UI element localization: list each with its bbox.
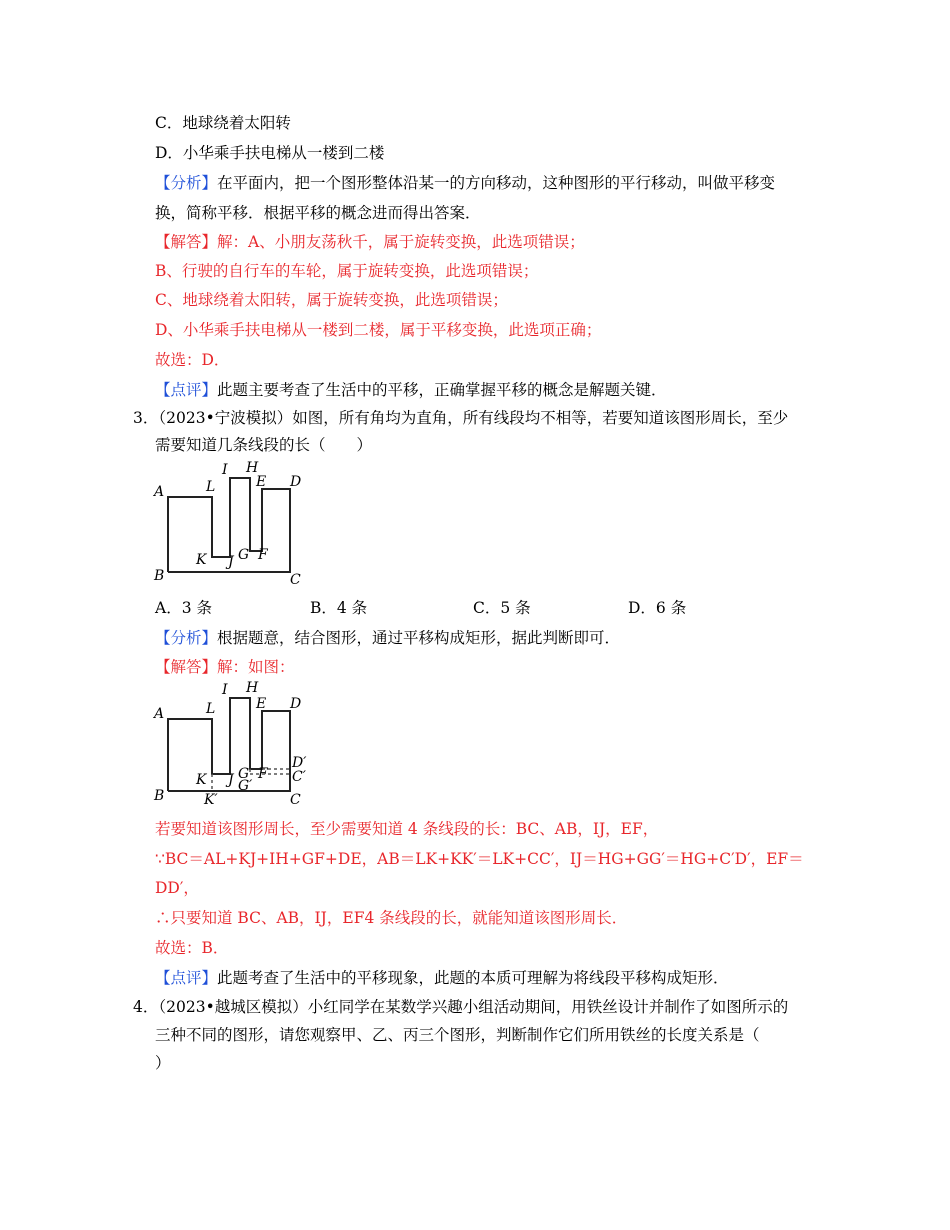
label-J: J <box>228 554 234 570</box>
q3-analysis: 【分析】根据题意，结合图形，通过平移构成矩形，据此判断即可． <box>155 629 621 647</box>
q4-stem-line-2: 三种不同的图形，请您观察甲、乙、丙三个图形，判断制作它们所用铁丝的长度关系是（ <box>155 1026 760 1044</box>
label-G: G <box>238 547 250 563</box>
solution-line-3: C、地球绕着太阳转，属于旋转变换，此选项错误； <box>155 291 508 309</box>
q3-option-c: C．5 条 <box>473 599 531 617</box>
q4-stem-line-1: 4．（2023•越城区模拟）小红同学在某数学兴趣小组活动期间，用铁丝设计并制作了如图所示的 <box>133 998 789 1016</box>
sol-label-K: K <box>196 772 207 788</box>
label-B: B <box>154 568 165 584</box>
analysis-tag: 分析 <box>170 174 202 192</box>
q3-sol-line-2: ∵BC＝AL+KJ+IH+GF+DE，AB＝LK+KK′＝LK+CC′，IJ＝HG+GG′＝HG+C′D′，EF＝ <box>155 850 804 868</box>
solution-line-4: D、小华乘手扶电梯从一楼到二楼，属于平移变换，此选项正确； <box>155 321 602 339</box>
option-c: C．地球绕着太阳转 <box>155 114 291 132</box>
q3-sol-line-1: 若要知道该图形周长，至少需要知道 4 条线段的长：BC、AB，IJ，EF， <box>155 820 659 838</box>
q4-stem-line-3: ） <box>155 1054 171 1072</box>
solution-line-1: 【解答】解：A、小朋友荡秋千，属于旋转变换，此选项错误； <box>155 233 585 251</box>
label-E: E <box>256 474 267 490</box>
q3-number: 3． <box>133 409 159 427</box>
sol-label-D: D <box>290 696 302 712</box>
sol-label-D-prime: D′ <box>292 755 307 771</box>
q3-option-a: A．3 条 <box>155 599 212 617</box>
analysis-line-1: 【分析】在平面内，把一个图形整体沿某一的方向移动，这种图形的平行移动，叫做平移变 <box>155 174 776 192</box>
sol-label-I: I <box>222 682 228 698</box>
label-F: F <box>258 547 268 563</box>
q3-stem-line-1: 3．（2023•宁波模拟）如图，所有角均为直角，所有线段均不相等，若要知道该图形周长，至少 <box>133 409 789 427</box>
sol-label-C-prime: C′ <box>292 769 306 785</box>
sol-label-L: L <box>206 701 216 717</box>
analysis-line-2: 换，简称平移．根据平移的概念进而得出答案． <box>155 204 481 222</box>
sol-label-K-prime: K′ <box>204 792 218 808</box>
sol-label-F: F <box>258 766 268 782</box>
sol-label-A: A <box>154 706 165 722</box>
label-K: K <box>196 552 207 568</box>
q3-choice: 故选：B． <box>155 939 229 957</box>
solution-tag: 解答 <box>170 233 202 251</box>
choice-line: 故选：D． <box>155 351 230 369</box>
sol-label-G-prime: G′ <box>238 778 253 794</box>
q3-option-b: B．4 条 <box>310 599 368 617</box>
comment-line: 【点评】此题主要考查了生活中的平移，正确掌握平移的概念是解题关键． <box>155 381 667 399</box>
sol-label-H: H <box>246 680 259 696</box>
label-C: C <box>290 572 301 588</box>
sol-label-J: J <box>228 772 234 788</box>
sol-label-G: G <box>238 766 250 782</box>
solution-line-2: B、行驶的自行车的车轮，属于旋转变换，此选项错误； <box>155 262 539 280</box>
sol-label-E: E <box>256 696 267 712</box>
q3-solution-figure <box>150 680 320 812</box>
q3-comment: 【点评】此题考查了生活中的平移现象，此题的本质可理解为将线段平移构成矩形． <box>155 969 729 987</box>
sol-label-C: C <box>290 792 301 808</box>
q3-option-d: D．6 条 <box>628 599 687 617</box>
label-I: I <box>222 462 228 478</box>
label-L: L <box>206 479 216 495</box>
q3-stem-line-2: 需要知道几条线段的长（ ） <box>155 436 373 454</box>
option-d: D．小华乘手扶电梯从一楼到二楼 <box>155 144 385 162</box>
q3-sol-line-3: DD′， <box>155 879 199 897</box>
label-A: A <box>154 484 165 500</box>
comment-tag: 点评 <box>170 381 202 399</box>
label-H: H <box>246 460 259 476</box>
label-D: D <box>290 474 302 490</box>
q3-figure <box>150 458 310 588</box>
q3-sol-line-4: ∴只要知道 BC、AB，IJ，EF4 条线段的长，就能知道该图形周长． <box>155 909 628 927</box>
q4-number: 4． <box>133 998 159 1016</box>
sol-label-B: B <box>154 788 165 804</box>
q3-solution-head: 【解答】解：如图： <box>155 658 295 676</box>
